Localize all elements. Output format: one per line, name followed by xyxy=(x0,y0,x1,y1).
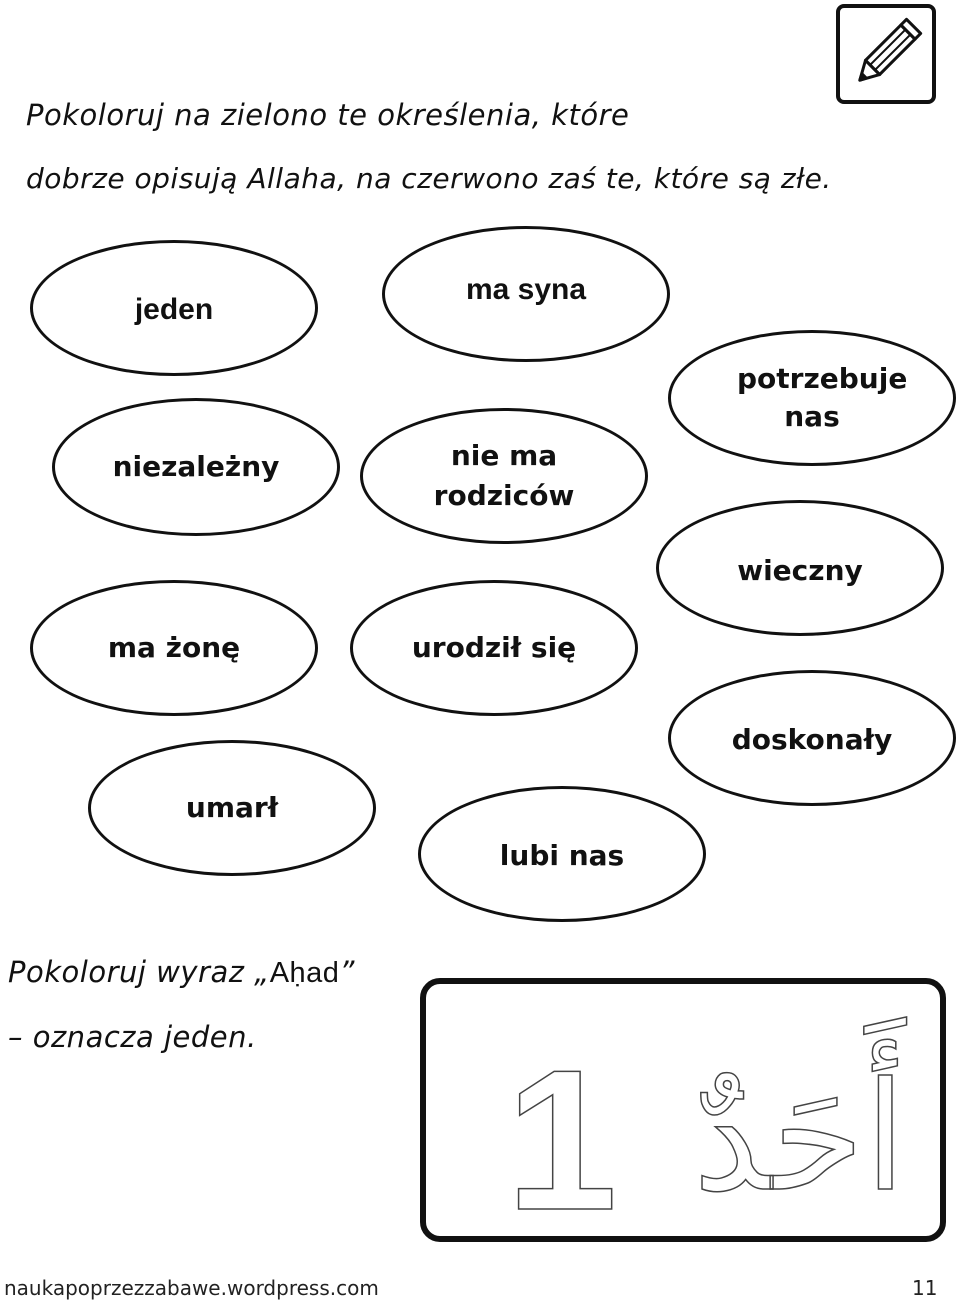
numeral-outline: 1 xyxy=(506,1029,618,1236)
ahad-suffix: ” xyxy=(339,955,355,989)
oval-nie-ma-rodzicow[interactable] xyxy=(360,408,648,544)
ahad-prefix: Pokoloruj wyraz „ xyxy=(8,955,270,989)
oval-jeden[interactable] xyxy=(30,240,318,376)
footer-website: naukapoprzezzabawe.wordpress.com xyxy=(4,1276,379,1300)
pencil-icon xyxy=(836,4,936,104)
ahad-coloring-box xyxy=(420,978,946,1242)
oval-label: ma żonę xyxy=(107,631,241,664)
oval-label: doskonały xyxy=(731,723,893,756)
oval-umarl[interactable] xyxy=(88,740,376,876)
ahad-instruction-line-1 xyxy=(8,955,355,990)
oval-potrzebuje-nas[interactable] xyxy=(668,330,956,466)
page-number: 11 xyxy=(912,1276,938,1300)
oval-label: lubi nas xyxy=(499,839,625,872)
oval-doskonaly[interactable] xyxy=(668,670,956,806)
oval-label: urodził się xyxy=(411,631,577,664)
oval-lubi-nas[interactable] xyxy=(418,786,706,922)
oval-label: umarł xyxy=(185,791,279,824)
oval-label: wieczny xyxy=(737,554,863,587)
oval-wieczny[interactable] xyxy=(656,500,944,636)
oval-label: potrzebuje nas xyxy=(737,362,908,433)
oval-label: nie ma rodziców xyxy=(433,439,575,512)
oval-ma-syna[interactable] xyxy=(382,226,670,362)
ahad-instruction-line-2: – oznacza jeden. xyxy=(8,1020,257,1054)
oval-urodzil-sie[interactable] xyxy=(350,580,638,716)
oval-niezalezny[interactable] xyxy=(52,398,340,536)
oval-label: ma syna xyxy=(465,273,587,306)
oval-ma-zone[interactable] xyxy=(30,580,318,716)
arabic-word-outline: أَحَدٌ xyxy=(692,1051,906,1225)
oval-label: niezależny xyxy=(112,450,280,483)
oval-label: jeden xyxy=(134,293,214,326)
instruction-line-2: dobrze opisują Allaha, na czerwono zaś te, które są złe. xyxy=(26,162,832,195)
instruction-line-1: Pokoloruj na zielono te określenia, które xyxy=(26,98,630,132)
ahad-word: Aḥad xyxy=(269,957,340,989)
